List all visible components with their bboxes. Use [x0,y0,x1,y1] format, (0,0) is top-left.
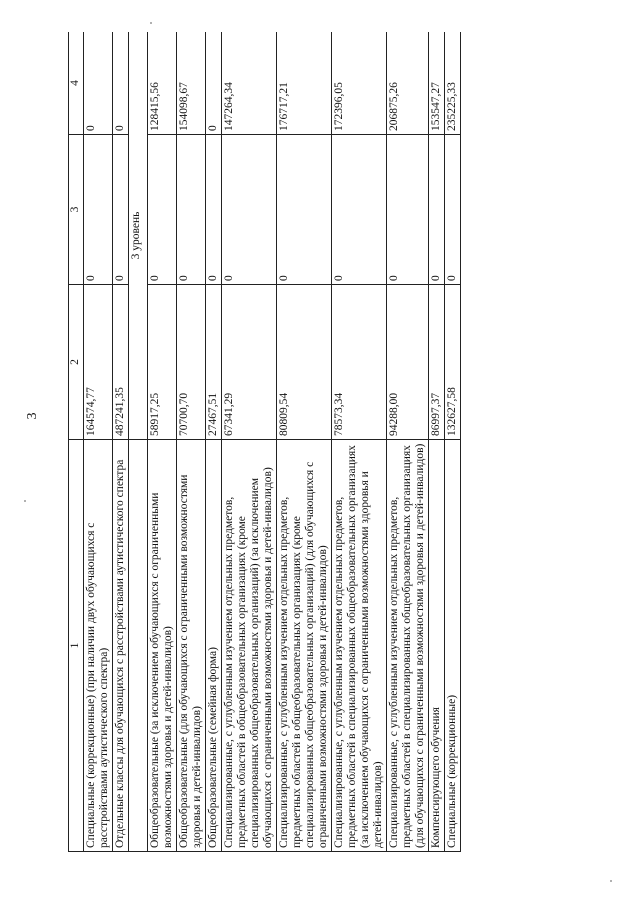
row-name: Специализированные, с углубленным изучением отдельных предметов, предметных областей в общеобразовательных организациях (кроме специализированных общеобразовательных организаций) (за исключением обучающихся с ограниченными возможностями здоровья и детей-инвалидов) [222,440,277,852]
row-value-3: 0 [445,135,461,285]
table-row [429,32,445,852]
row-value-2: 67341,29 [222,285,277,440]
row-value-4: 0 [113,32,129,135]
level-label: 3 уровень [129,32,148,440]
level-row [129,32,148,852]
table-row [84,32,113,852]
row-value-3: 0 [113,135,129,285]
table-row [113,32,129,852]
row-value-4: 128415,56 [148,32,177,135]
row-name: Специализированные, с углубленным изучением отдельных предметов, предметных областей в специализированных общеобразовательных организациях (за исключением обучающихся с ограниченными возможностями здоровья и детей-инвалидов) [332,440,387,852]
blank-cell [129,440,148,852]
row-value-2: 80809,54 [277,285,332,440]
header-cell: 2 [69,285,84,440]
row-name: Отдельные классы для обучающихся с расстройствами аутистического спектра [113,440,129,852]
header-row [69,32,84,852]
row-value-4: 206875,26 [387,32,429,135]
row-value-4: 172396,05 [332,32,387,135]
scan-speck [610,880,612,882]
row-value-3: 0 [206,135,222,285]
row-value-4: 0 [84,32,113,135]
header-cell: 4 [69,32,84,135]
scan-speck [24,500,26,502]
row-value-3: 0 [277,135,332,285]
table-row [387,32,429,852]
row-value-4: 147264,34 [222,32,277,135]
table-row [206,32,222,852]
row-value-3: 0 [222,135,277,285]
table-row [277,32,332,852]
row-name: Общеобразовательные (за исключением обучающихся с ограниченными возможностями здоровья и детей-инвалидов) [148,440,177,852]
row-value-3: 0 [177,135,206,285]
scan-speck [150,22,152,24]
funding-table [68,32,461,852]
table-viewport [68,32,567,852]
row-name: Общеобразовательные (для обучающихся с ограниченными возможностями здоровья и детей-инвалидов) [177,440,206,852]
row-name: Специализированные, с углубленным изучением отдельных предметов, предметных областей в общеобразовательных организациях (кроме специализированных общеобразовательных организаций) (для обучающихся с ограниченными возможностями здоровья и детей-инвалидов) [277,440,332,852]
table-row [222,32,277,852]
table-row [148,32,177,852]
table-row [332,32,387,852]
row-value-2: 58917,25 [148,285,177,440]
row-value-2: 70700,70 [177,285,206,440]
table-row [177,32,206,852]
row-name: Специализированные, с углубленным изучением отдельных предметов, предметных областей в специализированных общеобразовательных организациях (для обучающихся с ограниченными возможностями здоровья и детей-инвалидов) [387,440,429,852]
row-value-2: 27467,51 [206,285,222,440]
row-value-4: 154098,67 [177,32,206,135]
row-value-2: 78573,34 [332,285,387,440]
row-value-3: 0 [332,135,387,285]
row-value-3: 0 [429,135,445,285]
row-value-4: 176717,21 [277,32,332,135]
page-number: 3 [25,412,40,420]
row-value-3: 0 [84,135,113,285]
row-value-3: 0 [387,135,429,285]
row-name: Компенсирующего обучения [429,440,445,852]
row-name: Специальные (коррекционные) [445,440,461,852]
header-cell: 3 [69,135,84,285]
row-value-4: 153547,27 [429,32,445,135]
row-name: Общеобразовательные (семейная форма) [206,440,222,852]
row-value-3: 0 [148,135,177,285]
row-value-2: 164574,77 [84,285,113,440]
row-value-2: 132627,58 [445,285,461,440]
row-value-4: 235225,33 [445,32,461,135]
header-cell: 1 [69,440,84,852]
table-row [445,32,461,852]
row-value-4: 0 [206,32,222,135]
row-value-2: 94288,00 [387,285,429,440]
row-value-2: 86997,37 [429,285,445,440]
row-value-2: 487241,35 [113,285,129,440]
rotated-page-content [68,32,567,852]
row-name: Специальные (коррекционные) (при наличии двух обучающихся с расстройствами аутистического спектра) [84,440,113,852]
